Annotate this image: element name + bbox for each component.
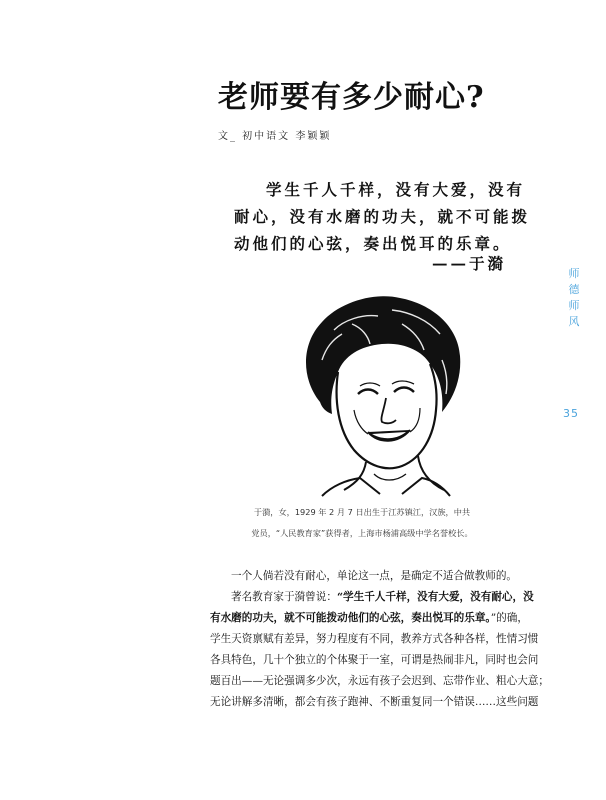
article-byline: 文_ 初中语文 李颖颖 xyxy=(218,131,332,142)
caption-line: 于漪，女，1929 年 2 月 7 日出生于江苏镇江，汉族，中共 xyxy=(253,507,471,517)
section-label xyxy=(566,266,582,330)
article-title: 老师要有多少耐心? xyxy=(218,80,485,115)
quote-line: 学生千人千样，没有大爱，没有 xyxy=(266,180,526,199)
body-line: 各具特色，几十个独立的个体聚于一室，可谓是热闹非凡，同时也会问 xyxy=(210,654,539,666)
section-label-char: 师 xyxy=(568,267,580,280)
pull-quote xyxy=(234,176,531,257)
body-text: ”的确， xyxy=(490,612,528,624)
body-text: 著名教育家于漪曾说： xyxy=(231,591,337,603)
body-line: 无论讲解多清晰，都会有孩子跑神、不断重复同一个错误……这些问题 xyxy=(210,696,539,708)
article-body xyxy=(210,566,549,713)
quote-line: 耐心，没有水磨的功夫，就不可能拨 xyxy=(234,207,531,226)
body-line: 题百出——无论强调多少次，永远有孩子会迟到、忘带作业、粗心大意； xyxy=(210,675,549,687)
caption-line: 党员，“人民教育家”获得者，上海市杨浦高级中学名誉校长。 xyxy=(251,528,473,538)
body-paragraph: 一个人倘若没有耐心，单论这一点，是确定不适合做教师的。 xyxy=(231,570,518,582)
quote-line: 动他们的心弦，奏出悦耳的乐章。 xyxy=(234,234,512,253)
body-line xyxy=(210,587,534,608)
body-line xyxy=(210,608,528,629)
portrait-caption xyxy=(212,502,512,544)
section-label-char: 德 xyxy=(568,283,580,296)
quoted-text: 有水磨的功夫，就不可能拨动他们的心弦，奏出悦耳的乐章。 xyxy=(210,612,491,624)
portrait-illustration xyxy=(282,290,476,496)
section-label-char: 师 xyxy=(568,299,580,312)
page-number: 35 xyxy=(563,407,579,420)
quote-author: ——于漪 xyxy=(431,254,506,273)
quoted-text: “学生千人千样，没有大爱，没有耐心，没 xyxy=(336,591,534,603)
section-label-char: 风 xyxy=(568,315,580,328)
body-line: 学生天资禀赋有差异，努力程度有不同，教养方式各种各样，性情习惯 xyxy=(210,633,539,645)
